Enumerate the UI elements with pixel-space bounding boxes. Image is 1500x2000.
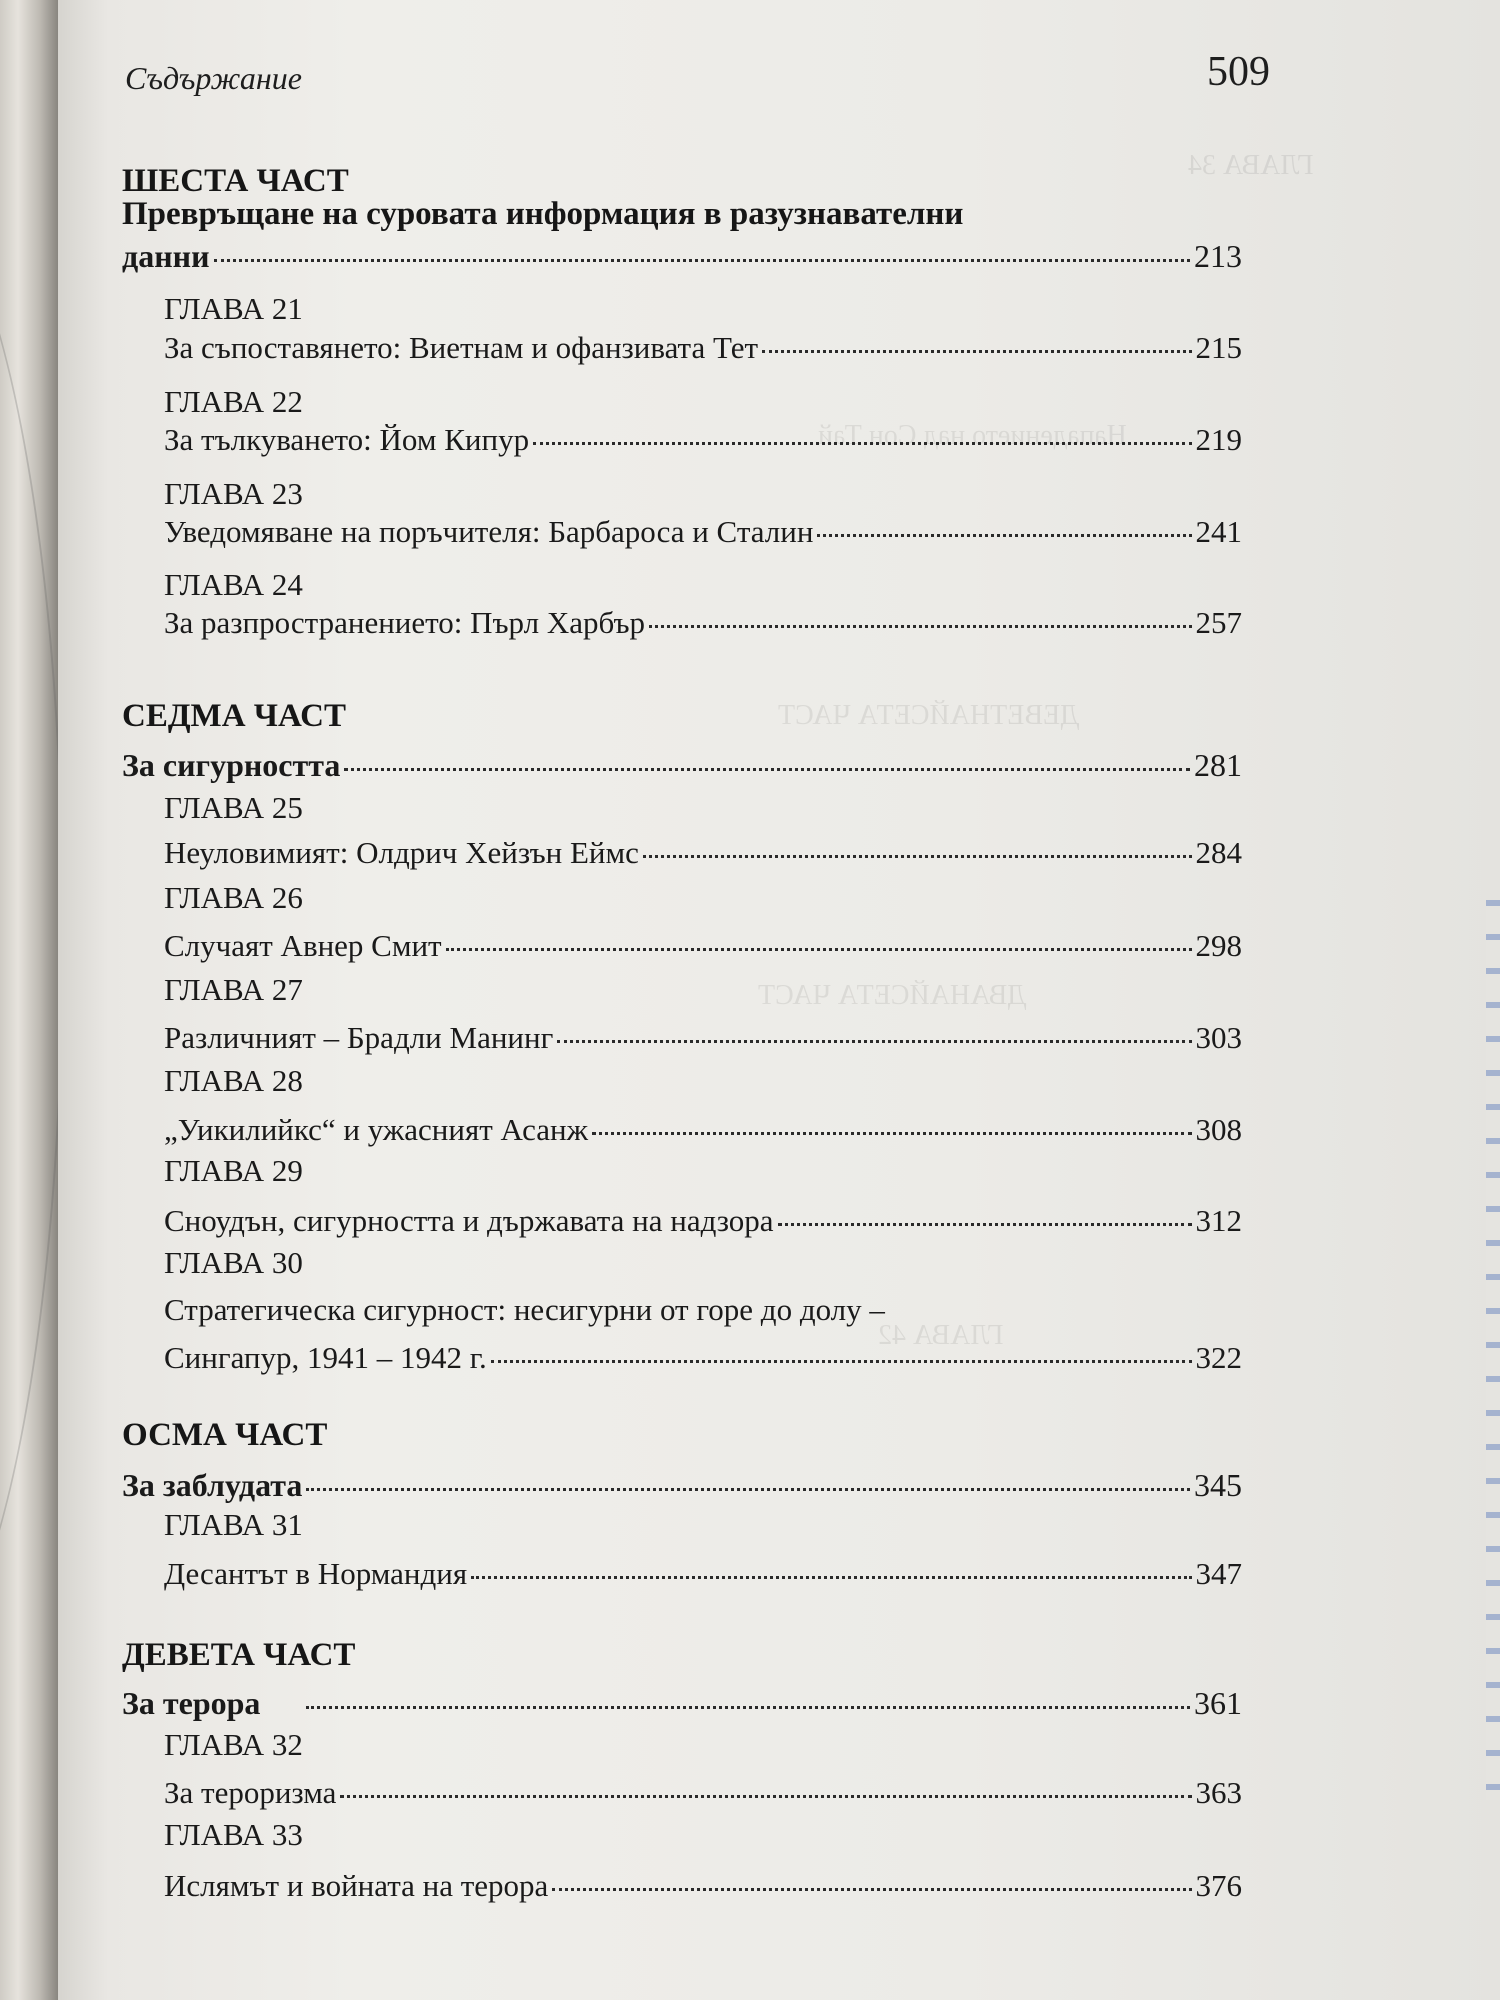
part-title: За заблудата (122, 1467, 303, 1503)
chapter-label: ГЛАВА 33 (164, 1817, 303, 1852)
page-ref: 241 (1195, 514, 1242, 549)
dot-leader (762, 350, 1191, 353)
page-ref: 281 (1194, 747, 1242, 783)
dot-leader (340, 1795, 1191, 1798)
part-label: ШЕСТА ЧАСТ (122, 163, 349, 199)
chapter-title: Неуловимият: Олдрич Хейзън Еймс (164, 835, 639, 870)
chapter-label: ГЛАВА 29 (164, 1153, 303, 1188)
toc-entry-chapter[interactable] (164, 928, 1242, 964)
dot-leader (643, 855, 1192, 858)
page-ref: 303 (1195, 1020, 1242, 1055)
part-title: За терора (122, 1685, 261, 1721)
show-through-text: ДЕВЕТНАЙСЕТА ЧАСТ (778, 700, 1080, 731)
page-ref: 361 (1194, 1685, 1242, 1721)
page-ref: 219 (1195, 422, 1242, 457)
page-number: 509 (1207, 49, 1270, 95)
page-ref: 322 (1195, 1340, 1242, 1375)
toc-entry-chapter[interactable] (164, 835, 1242, 871)
chapter-title: „Уикилийкс“ и ужасният Асанж (164, 1112, 589, 1147)
dot-leader (491, 1360, 1192, 1363)
chapter-title: Ислямът и войната на терора (164, 1868, 549, 1903)
dot-leader (557, 1040, 1191, 1043)
toc-entry-chapter[interactable] (164, 1340, 1242, 1376)
chapter-title: За разпространението: Пърл Харбър (164, 605, 646, 640)
previous-pages-edge (0, 0, 62, 2000)
toc-entry-chapter[interactable] (164, 1868, 1242, 1904)
dot-leader (533, 442, 1191, 445)
dot-leader (306, 1488, 1190, 1491)
show-through-text: ДВАНАЙСЕТА ЧАСТ (758, 980, 1027, 1011)
chapter-title: Различният – Брадли Манинг (164, 1020, 554, 1055)
chapter-title: За тълкуването: Йом Кипур (164, 422, 530, 457)
chapter-title: Сноудън, сигурността и държавата на надзора (164, 1203, 774, 1238)
part-title: Превръщане на суровата информация в разузнавателни (122, 196, 964, 232)
show-through-text: Нападението над Сон Тай (818, 420, 1127, 451)
part-label: ДЕВЕТА ЧАСТ (122, 1637, 356, 1673)
show-through-text: ГЛАВА 34 (1188, 150, 1314, 181)
toc-entry-chapter[interactable] (164, 1775, 1242, 1811)
toc-entry-part[interactable] (122, 1467, 1242, 1504)
toc-entry-chapter[interactable] (164, 605, 1242, 641)
dot-leader (446, 948, 1192, 951)
page-ref: 376 (1195, 1868, 1242, 1903)
page-ref: 312 (1195, 1203, 1242, 1238)
toc-entry-chapter[interactable] (164, 1020, 1242, 1056)
part-label: ОСМА ЧАСТ (122, 1417, 328, 1453)
toc-entry-chapter[interactable] (164, 1203, 1242, 1239)
page-ref: 345 (1194, 1467, 1242, 1503)
facing-page-bleed (1486, 900, 1500, 1800)
dot-leader (306, 1706, 1190, 1709)
running-header: Съдържание (125, 60, 302, 96)
dot-leader (471, 1576, 1191, 1579)
toc-entry-chapter[interactable] (164, 514, 1242, 550)
chapter-label: ГЛАВА 22 (164, 384, 303, 419)
chapter-title: За тероризма (164, 1775, 337, 1810)
toc-entry-part[interactable] (122, 238, 1242, 275)
dot-leader (344, 768, 1190, 771)
chapter-label: ГЛАВА 23 (164, 476, 303, 511)
toc-entry-chapter[interactable] (164, 330, 1242, 366)
page-curl-shadow (0, 180, 64, 1684)
page-ref: 213 (1194, 238, 1242, 274)
chapter-label: ГЛАВА 27 (164, 972, 303, 1007)
toc-entry-part[interactable] (122, 1685, 1242, 1722)
toc-entry-chapter[interactable] (164, 1112, 1242, 1148)
chapter-label: ГЛАВА 24 (164, 567, 303, 602)
chapter-title: Сингапур, 1941 – 1942 г. (164, 1340, 487, 1375)
part-title: За сигурността (122, 747, 341, 783)
page-ref: 363 (1195, 1775, 1242, 1810)
page-ref: 284 (1195, 835, 1242, 870)
dot-leader (214, 259, 1191, 262)
dot-leader (592, 1132, 1191, 1135)
dot-leader (649, 625, 1191, 628)
chapter-label: ГЛАВА 30 (164, 1245, 303, 1280)
chapter-title: Случаят Авнер Смит (164, 928, 442, 963)
toc-entry-chapter[interactable] (164, 1556, 1242, 1592)
chapter-label: ГЛАВА 25 (164, 790, 303, 825)
chapter-label: ГЛАВА 28 (164, 1063, 303, 1098)
toc-entry-part[interactable] (122, 747, 1242, 784)
toc-entry-chapter[interactable] (164, 422, 1242, 458)
chapter-title: Уведомяване на поръчителя: Барбароса и Сталин (164, 514, 814, 549)
chapter-label: ГЛАВА 32 (164, 1727, 303, 1762)
chapter-label: ГЛАВА 31 (164, 1507, 303, 1542)
chapter-title: Десантът в Нормандия (164, 1556, 468, 1591)
chapter-label: ГЛАВА 26 (164, 880, 303, 915)
chapter-title: За съпоставянето: Виетнам и офанзивата Тет (164, 330, 759, 365)
page-ref: 215 (1195, 330, 1242, 365)
page-ref: 347 (1195, 1556, 1242, 1591)
dot-leader (552, 1888, 1191, 1891)
page-ref: 257 (1195, 605, 1242, 640)
dot-leader (778, 1223, 1192, 1226)
chapter-title[interactable]: Стратегическа сигурност: несигурни от горе до долу – (164, 1292, 885, 1327)
page-ref: 308 (1195, 1112, 1242, 1147)
show-through-text: ГЛАВА 42 (878, 1320, 1004, 1351)
part-label: СЕДМА ЧАСТ (122, 698, 347, 734)
chapter-label: ГЛАВА 21 (164, 291, 303, 326)
page-ref: 298 (1195, 928, 1242, 963)
part-title: данни (122, 238, 210, 274)
dot-leader (817, 534, 1191, 537)
